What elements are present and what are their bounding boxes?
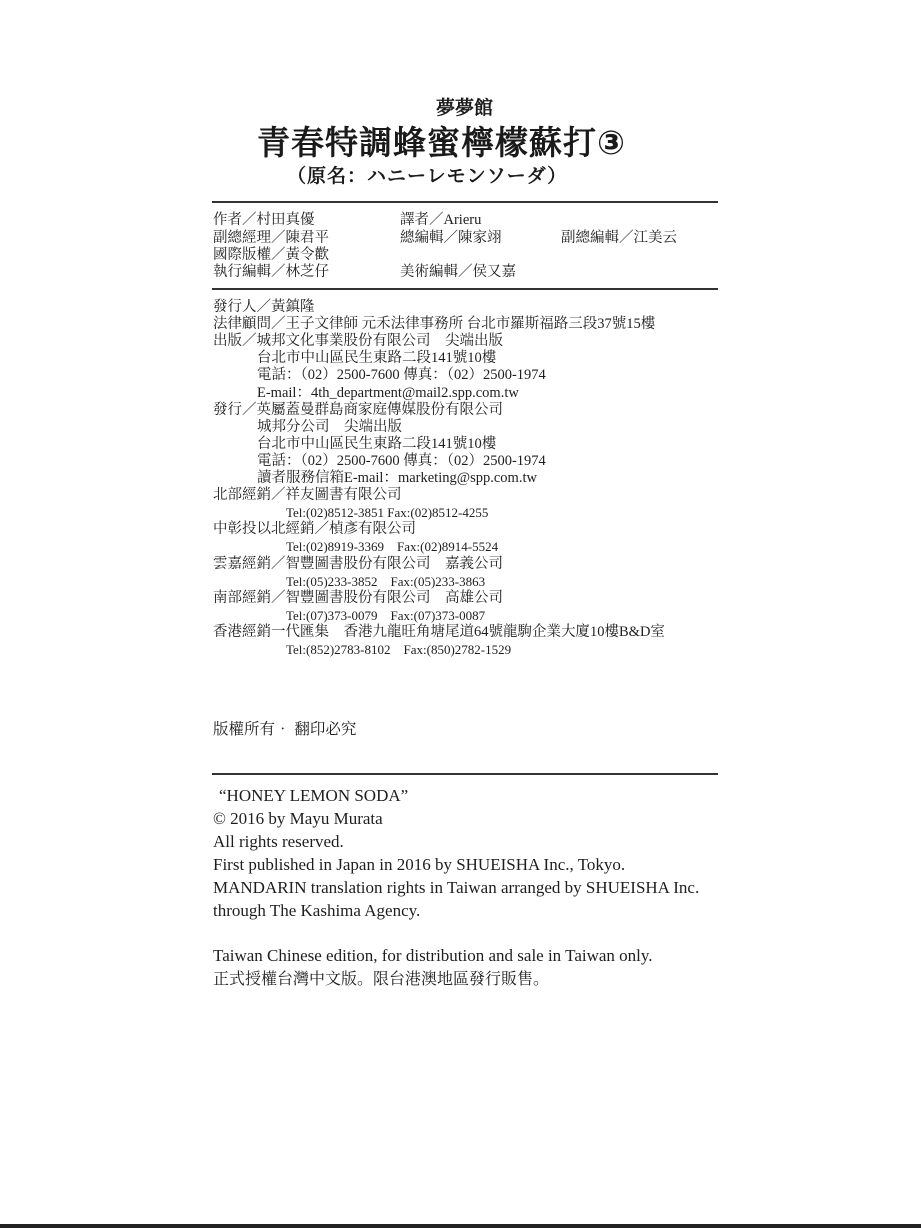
original-title: （原名：ハニーレモンソーダ） [287, 165, 568, 187]
english-copyright: © 2016 by Mayu Murata [213, 809, 383, 828]
publishing-line: 出版／城邦文化事業股份有限公司 尖端出版 [213, 333, 503, 350]
publishing-line: Tel:(852)2783-8102 Fax:(850)2782-1529 [286, 642, 512, 657]
publishing-line: 城邦分公司 尖端出版 [257, 418, 402, 435]
publishing-line: Tel:(05)233-3852 Fax:(05)233-3863 [286, 573, 486, 589]
publishing-line: E-mail：4th_department@mail2.spp.com.tw [257, 384, 519, 401]
english-original-title: “HONEY LEMON SODA” [219, 786, 409, 805]
book-title: 青春特調蜂蜜檸檬蘇打③ [257, 123, 626, 162]
credit-translator: 譯者／Arieru [400, 212, 482, 228]
publishing-line: 發行／英屬蓋曼群島商家庭傳媒股份有限公司 [213, 401, 503, 418]
credit-deputy-gm: 副總經理／陳君平 [213, 230, 329, 246]
copyright-notice: 版權所有‧ 翻印必究 [213, 721, 357, 738]
credit-intl-rights: 國際版權／黃令歡 [213, 247, 329, 263]
publishing-line: 南部經銷／智豐圖書股份有限公司 高雄公司 [213, 589, 503, 606]
publishing-line: 雲嘉經銷／智豐圖書股份有限公司 嘉義公司 [213, 555, 503, 572]
publishing-line: 法律顧問／王子文律師 元禾法律事務所 台北市羅斯福路三段37號15樓 [213, 316, 656, 333]
english-rights: All rights reserved. [213, 832, 344, 851]
english-translation-rights: MANDARIN translation rights in Taiwan arranged by SHUEISHA Inc. [213, 878, 700, 897]
credit-art-editor: 美術編輯／侯又嘉 [400, 264, 516, 280]
publishing-line: 電話：（02）2500-7600 傳真：（02）2500-1974 [257, 367, 546, 384]
publishing-line: 讀者服務信箱E-mail：marketing@spp.com.tw [257, 470, 537, 486]
publishing-line: 北部經銷／祥友圖書有限公司 [213, 487, 402, 504]
edition-zh: 正式授權台灣中文版。限台港澳地區發行販售。 [213, 969, 550, 988]
publishing-line: 台北市中山區民生東路二段141號10樓 [257, 350, 497, 367]
credit-author: 作者／村田真優 [213, 212, 315, 228]
imprint-name: 夢夢館 [436, 98, 494, 119]
divider-top [212, 201, 718, 203]
credit-exec-editor: 執行編輯／林芝仔 [213, 264, 329, 280]
publishing-line: 中彰投以北經銷／楨彥有限公司 [213, 521, 416, 538]
divider-bottom [212, 773, 718, 775]
publishing-line: Tel:(02)8512-3851 Fax:(02)8512-4255 [286, 505, 489, 521]
publishing-line: Tel:(07)373-0079 Fax:(07)373-0087 [286, 607, 486, 623]
page-bottom-edge [0, 1224, 921, 1228]
english-first-published: First published in Japan in 2016 by SHUEISHA Inc., Tokyo. [213, 855, 626, 874]
english-agency: through The Kashima Agency. [213, 901, 421, 920]
credit-deputy-chief-editor: 副總編輯／江美云 [561, 230, 677, 246]
publishing-line: 台北市中山區民生東路二段141號10樓 [257, 435, 497, 452]
credit-chief-editor: 總編輯／陳家翊 [400, 230, 502, 246]
publishing-line: 發行人／黃鎮隆 [213, 299, 315, 315]
publishing-line: 香港經銷一代匯集 香港九龍旺角塘尾道64號龍駒企業大廈10樓B&D室 [213, 623, 665, 640]
english-edition: Taiwan Chinese edition, for distribution and sale in Taiwan only. [213, 946, 653, 965]
divider-middle [212, 288, 718, 290]
publishing-line: 電話：（02）2500-7600 傳真：（02）2500-1974 [257, 452, 546, 469]
publishing-line: Tel:(02)8919-3369 Fax:(02)8914-5524 [286, 539, 499, 555]
